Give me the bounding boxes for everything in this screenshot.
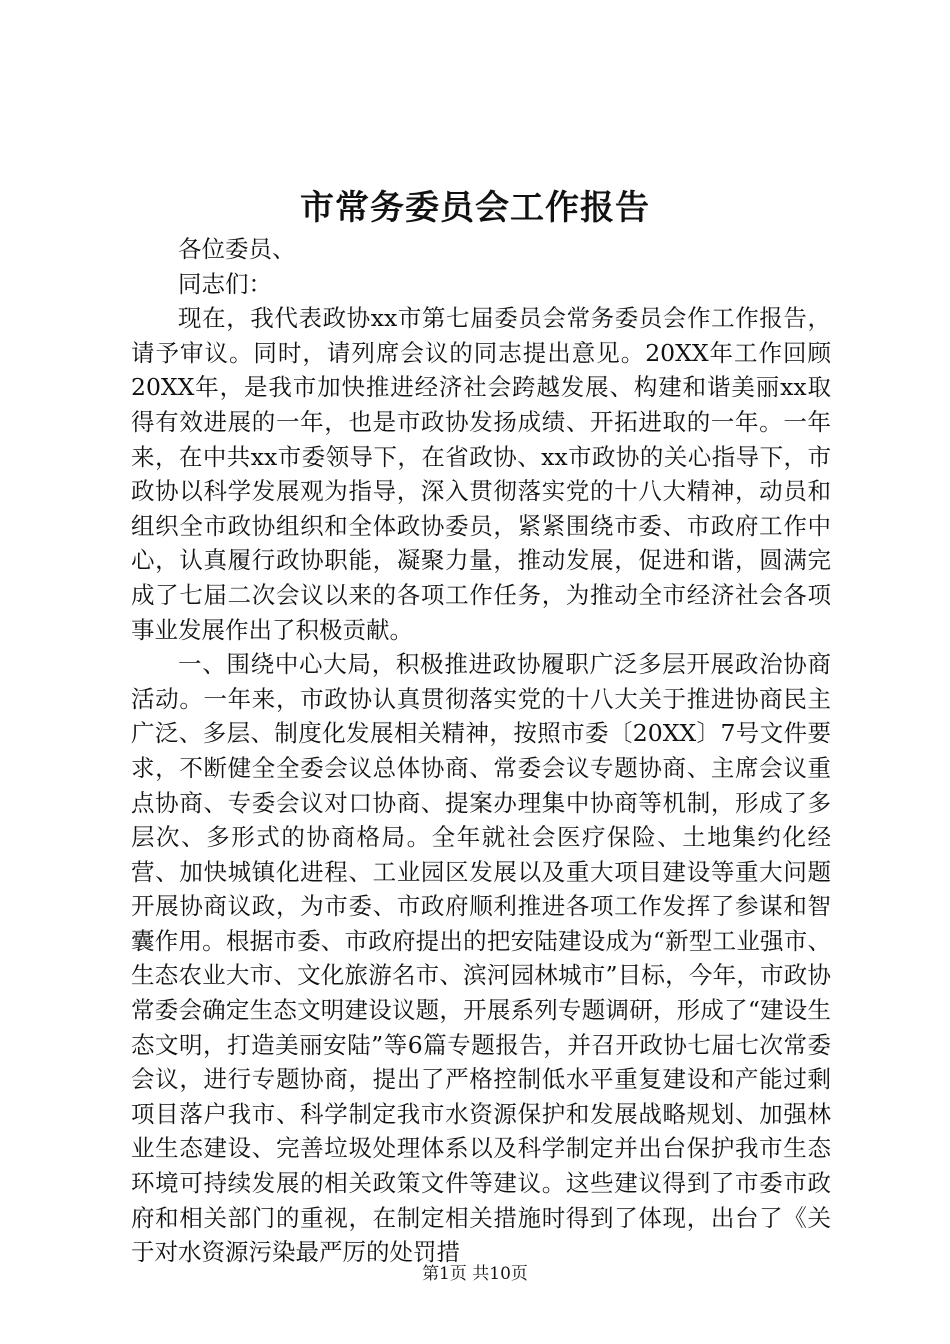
body-paragraph: 一、围绕中心大局，积极推进政协履职广泛多层开展政治协商活动。一年来，市政协认真贯彻落实党的十八大关于推进协商民主广泛、多层、制度化发展相关精神，按照市委〔20XX〕7号文件要求，不断健全全委会议总体协商、常委会议专题协商、主席会议重点协商、专委会议对口协商、提案办理集中协商等机制，形成了多层次、多形式的协商格局。全年就社会医疗保险、土地集约化经营、加快城镇化进程、工业园区发展以及重大项目建设等重大问题开展协商议政，为市委、市政府顺利推进各项工作发挥了参谋和智囊作用。根据市委、市政府提出的把安陆建设成为“新型工业强市、生态农业大市、文化旅游名市、滨河园林城市”目标，今年，市政协常委会确定生态文明建设议题，开展系列专题调研，形成了“建设生态文明，打造美丽安陆”等6篇专题报告，并召开政协七届七次常委会议，进行专题协商，提出了严格控制低水平重复建设和产能过剩项目落户我市、科学制定我市水资源保护和发展战略规划、加强林业生态建设、完善垃圾处理体系以及科学制定并出台保护我市生态环境可持续发展的相关政策文件等建议。这些建议得到了市委市政府和相关部门的重视，在制定相关措施时得到了体现，出台了《关于对水资源污染最严厉的处罚措 — [131, 650, 831, 1267]
salutation-line: 同志们： — [178, 269, 272, 298]
page-number-footer: 第1页 共10页 — [422, 1264, 528, 1284]
document-body — [131, 232, 831, 1270]
body-paragraph: 现在，我代表政协xx市第七届委员会常务委员会作工作报告，请予审议。同时，请列席会议的同志提出意见。20XX年工作回顾20XX年，是我市加快推进经济社会跨越发展、构建和谐美丽xx取得有效进展的一年，也是市政协发扬成绩、开拓进取的一年。一年来，在中共xx市委领导下，在省政协、xx市政协的关心指导下，市政协以科学发展观为指导，深入贯彻落实党的十八大精神，动员和组织全市政协组织和全体政协委员，紧紧围绕市委、市政府工作中心，认真履行政协职能，凝聚力量，推动发展，促进和谐，圆满完成了七届二次会议以来的各项工作任务，为推动全市经济社会各项事业发展作出了积极贡献。 — [131, 304, 831, 644]
salutation-line: 各位委员、 — [178, 235, 296, 263]
document-title: 市常务委员会工作报告 — [300, 188, 650, 228]
